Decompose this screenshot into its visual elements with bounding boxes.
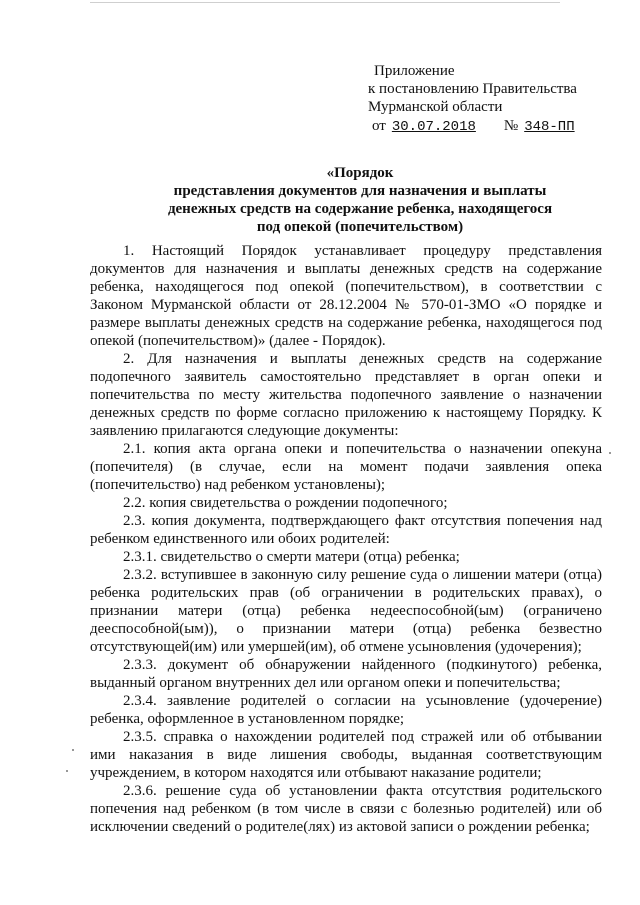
title-line-1: «Порядок (326, 165, 394, 181)
title-line-2: представления документов для назначения и выплаты (173, 183, 547, 199)
appendix-label: Приложение (374, 63, 455, 79)
title-line-3: денежных средств на содержание ребенка, находящегося (167, 201, 553, 217)
scan-speck (72, 749, 74, 751)
paragraph-2-3-2: 2.3.2. вступившее в законную силу решение суда о лишении матери (отца) ребенка родительских прав (об ограничении в родительских правах), о признании матери (отца) ребенка недееспособной(ым) (ограничено дееспособной(ым)), о признании матери (отца) ребенка безвестно отсутствующей(им) или умершей(им), об отмене усыновления (удочерения); (90, 567, 602, 655)
scan-speck (609, 452, 611, 454)
paragraph-1: 1. Настоящий Порядок устанавливает процедуру представления документов для назначения и выплаты денежных средств на содержание ребенка, находящегося под опекой (попечительством), в соответствии с Законом Мурманской области от 28.12.2004 № 570-01-ЗМО «О порядке и размере выплаты денежных средств на содержание ребенка, находящегося под опекой (попечительством)» (далее - Порядок). (90, 243, 602, 349)
number-prefix: № (503, 118, 519, 134)
document-date: 30.07.2018 (391, 119, 476, 135)
paragraph-2-3-3: 2.3.3. документ об обнаружении найденного (подкинутого) ребенка, выданный органом внутренних дел или органом опеки и попечительства; (90, 657, 602, 691)
top-border-line (90, 2, 560, 3)
document-number: 348-ПП (524, 119, 575, 135)
paragraph-2-3-6: 2.3.6. решение суда об установлении факта отсутствия родительского попечения над ребенком (в том числе в связи с болезнью родителей) или об исключении сведений о родителе(лях) из актовой записи о рождении ребенка; (90, 783, 602, 835)
paragraph-2-2: 2.2. копия свидетельства о рождении подопечного; (123, 495, 448, 511)
paragraph-2-3-4: 2.3.4. заявление родителей о согласии на усыновление (удочерение) ребенка, оформленное в установленном порядке; (90, 693, 602, 727)
scan-speck (66, 770, 68, 772)
document-body (90, 242, 602, 836)
title-line-4: под опекой (попечительством) (256, 219, 464, 235)
paragraph-2-3: 2.3. копия документа, подтверждающего факт отсутствия попечения над ребенком единственного или обоих родителей: (90, 513, 602, 547)
paragraph-2-1: 2.1. копия акта органа опеки и попечительства о назначении опекуна (попечителя) (в случае, если на момент подачи заявления опека (попечительство) над ребенком установлены); (90, 441, 602, 493)
appendix-header (368, 62, 628, 136)
paragraph-2-3-1: 2.3.1. свидетельство о смерти матери (отца) ребенка; (123, 549, 460, 565)
paragraph-2-3-5: 2.3.5. справка о нахождении родителей под стражей или об отбывании ими наказания в виде лишения свободы, выданная соответствующим учреждением, в котором находятся или отбывают наказание родители; (90, 729, 602, 781)
appendix-resolution: к постановлению Правительства (368, 81, 577, 97)
paragraph-2: 2. Для назначения и выплаты денежных средств на содержание подопечного заявитель самостоятельно представляет в орган опеки и попечительства по месту жительства подопечного заявление о назначении денежных средств по форме согласно приложению к настоящему Порядку. К заявлению прилагаются следующие документы: (90, 351, 602, 439)
appendix-region: Мурманской области (368, 99, 503, 115)
date-prefix: от (372, 118, 386, 134)
document-title (150, 164, 570, 236)
appendix-date-number (368, 117, 628, 136)
